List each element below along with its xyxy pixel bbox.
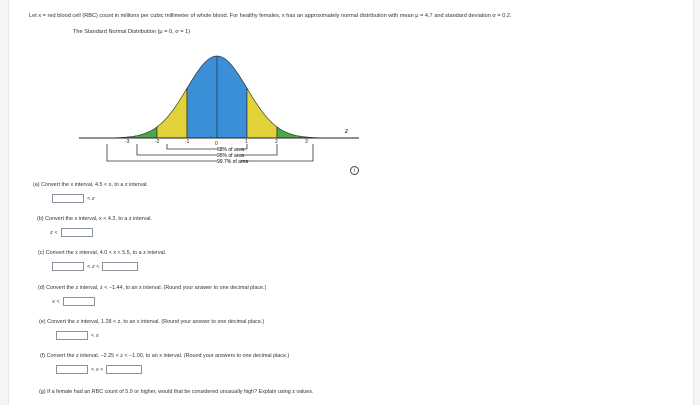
question-b-row xyxy=(50,228,93,237)
question-e-label: (e) Convert the z interval, 1.28 < z, to an x interval. (Round your answer to one decimal place.) xyxy=(39,319,265,325)
question-d-row xyxy=(52,297,95,306)
question-b-label: (b) Convert the x interval, x < 4.2, to a z interval. xyxy=(37,216,152,222)
region-outer-left xyxy=(85,127,157,138)
answer-a-input[interactable] xyxy=(52,194,84,203)
z-axis-label: z xyxy=(345,129,348,135)
question-page xyxy=(8,0,694,405)
answer-c-lower-input[interactable] xyxy=(52,262,84,271)
answer-e-relation: < x xyxy=(91,332,99,339)
question-e-row xyxy=(56,331,99,340)
answer-b-input[interactable] xyxy=(61,228,93,237)
question-f-row xyxy=(56,365,142,374)
question-a-row xyxy=(52,194,95,203)
tick-label: -3 xyxy=(125,139,130,145)
bracket-997-left xyxy=(107,144,217,161)
tick-label: -1 xyxy=(185,139,190,145)
answer-d-relation: x < xyxy=(52,298,60,305)
tick-label: 0 xyxy=(215,141,218,147)
label-95: 95% of area xyxy=(217,153,244,159)
answer-f-relation: < x < xyxy=(91,366,104,373)
question-a-label: (a) Convert the x interval, 4.5 < x, to a z interval. xyxy=(33,182,148,188)
info-icon[interactable]: i xyxy=(350,166,359,175)
normal-curve-diagram xyxy=(69,34,369,169)
question-f-label: (f) Convert the z interval, −2.25 < z < −1.00, to an x interval. (Round your answers to one decimal place.) xyxy=(40,353,290,359)
answer-f-upper-input[interactable] xyxy=(106,365,142,374)
curve-areas xyxy=(85,56,349,138)
tick-label: 2 xyxy=(275,139,278,145)
answer-c-upper-input[interactable] xyxy=(102,262,138,271)
bracket-68-left xyxy=(167,144,217,149)
label-997: 99.7% of area xyxy=(217,159,249,165)
answer-b-relation: z < xyxy=(50,229,58,236)
region-middle-right xyxy=(247,88,277,138)
question-g-label: (g) If a female had an RBC count of 5.9 or higher, would that be considered unusually high? Explain using z values. xyxy=(39,389,314,395)
answer-c-relation: < z < xyxy=(87,263,100,270)
region-middle-left xyxy=(157,88,187,138)
answer-d-input[interactable] xyxy=(63,297,95,306)
label-68: 68% of area xyxy=(217,147,244,153)
tick-label: 3 xyxy=(305,139,308,145)
answer-a-relation: < z xyxy=(87,195,95,202)
region-outer-right xyxy=(277,127,349,138)
chart-title: The Standard Normal Distribution (μ = 0, σ = 1) xyxy=(73,29,191,35)
question-c-row xyxy=(52,262,138,271)
answer-f-lower-input[interactable] xyxy=(56,365,88,374)
tick-label: -2 xyxy=(155,139,160,145)
bracket-95-left xyxy=(137,144,217,155)
answer-e-input[interactable] xyxy=(56,331,88,340)
problem-intro: Let x = red blood cell (RBC) count in millions per cubic millimeter of whole blood. For healthy females, x has an approximately normal distribution with mean μ = 4.7 and standard deviation σ = 0.2. xyxy=(29,13,512,19)
tick-label: 1 xyxy=(245,139,248,145)
bracket-95-right xyxy=(241,144,277,155)
question-d-label: (d) Convert the z interval, z < −1.44, to an x interval. (Round your answer to one decimal place.) xyxy=(38,285,267,291)
question-c-label: (c) Convert the x interval, 4.0 < x < 5.5, to a z interval. xyxy=(38,250,167,256)
